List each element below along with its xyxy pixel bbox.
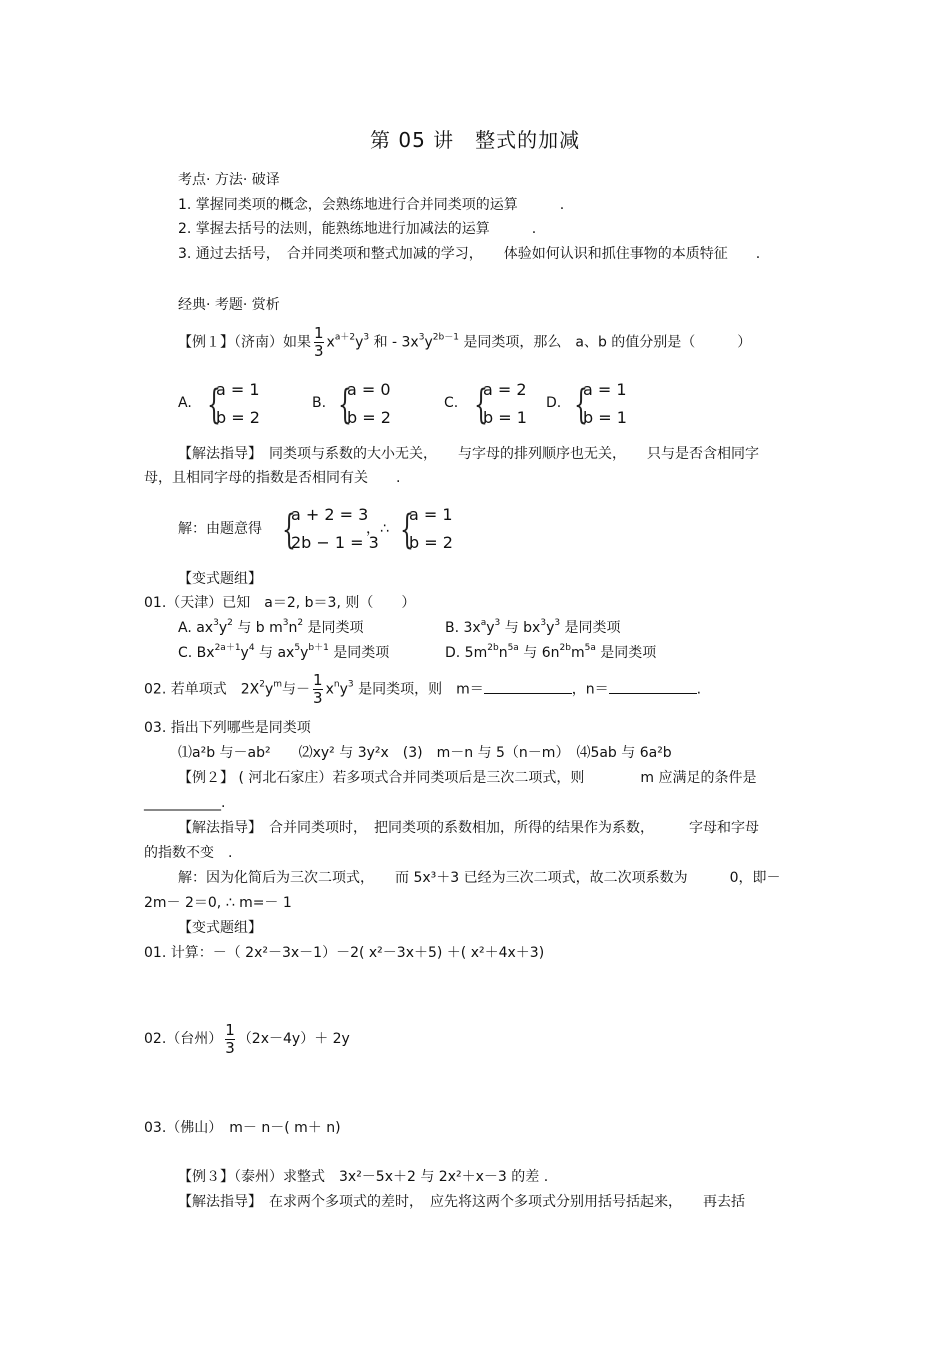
therefore-symbol: ，∴	[366, 521, 389, 537]
objective-1: 1. 掌握同类项的概念，会熟练地进行合并同类项的运算 .	[178, 197, 565, 213]
variant-1-q03-items: ⑴a²b 与－ab² ⑵xy² 与 3y²x (3) m－n 与 5（n－m） ⑷5ab 与 6a²b	[178, 745, 672, 761]
example-2-line-1: 【例２】 ( 河北石家庄）若多项式合并同类项后是三次二项式，则 m 应满足的条件是	[178, 770, 757, 786]
guide-1-line-2: 母，且相同字母的指数是否相同有关 .	[144, 470, 401, 486]
variant-1-q02: 02. 若单项式 $2X^2y^m$与－ $\frac{1}{3}$ $x^ny^3$ 是同类项，则 m＝ ，n＝ .	[144, 671, 702, 707]
guide-2-line-2: 的指数不变 .	[144, 845, 233, 861]
variant-1-q01-option-b: B. $3x^ay^3$ 与 $bx^3y^3$ 是同类项	[445, 618, 621, 636]
section-heading-key-points: 考点· 方法· 破译	[178, 172, 280, 188]
guide-3-line-1: 【解法指导】 在求两个多项式的差时， 应先将这两个多项式分别用括号括起来， 再去括	[178, 1194, 745, 1210]
option-a-label: A.	[178, 395, 192, 411]
variant-1-q01: 01.（天津）已知 a＝2, b＝3, 则（ ）	[144, 595, 416, 611]
fraction-one-third: $\frac{1}{3}$	[314, 324, 324, 360]
fraction-one-third-q02: $\frac{1}{3}$	[313, 671, 323, 707]
variant-2-q02: 02.（台州） $\frac{1}{3}$ （2x－4y）＋ 2y	[144, 1020, 350, 1057]
solution-1-lead: 解：由题意得	[178, 521, 262, 537]
option-b-label: B.	[312, 395, 327, 411]
option-d-label: D.	[546, 395, 562, 411]
fraction-one-third-c02: $\frac{1}{3}$	[225, 1020, 235, 1057]
page-title: 第 05 讲 整式的加减	[370, 128, 581, 152]
variant-heading-1: 【变式题组】	[178, 571, 262, 587]
objective-2: 2. 掌握去括号的法则，能熟练地进行加减法的运算 .	[178, 221, 537, 237]
variant-1-q01-option-c: C. $Bx^{2a+1}y^4$ 与 $ax^5y^{b+1}$ 是同类项	[178, 643, 390, 661]
solution-2-line-1: 解：因为化简后为三次二项式， 而 5x³＋3 已经为三次二项式，故二次项系数为 0，即－	[178, 870, 781, 886]
section-heading-examples: 经典· 考题· 赏析	[178, 297, 280, 313]
example-3-line-1: 【例３】（泰州）求整式 3x²－5x＋2 与 2x²＋x－3 的差 .	[178, 1169, 549, 1185]
solution-2-line-2: 2m－ 2＝0, ∴ m=－ 1	[144, 895, 292, 911]
variant-1-q01-option-d: D. $5m^{2b}n^{5a}$ 与 $6n^{2b}m^{5a}$ 是同类项	[445, 643, 657, 661]
variant-1-q03: 03. 指出下列哪些是同类项	[144, 720, 311, 736]
variant-1-q01-option-a: A. $ax^3y^2$ 与 b $m^3n^2$ 是同类项	[178, 618, 364, 636]
variant-heading-2: 【变式题组】	[178, 920, 262, 936]
example-2-line-2: ___________.	[144, 795, 226, 811]
variant-2-q03: 03.（佛山） m－ n－( m＋ n)	[144, 1120, 341, 1136]
variant-2-q01: 01. 计算：－（ 2x²－3x－1）－2( x²－3x＋5) ＋( x²＋4x＋3)	[144, 945, 545, 961]
objective-3: 3. 通过去括号， 合并同类项和整式加减的学习， 体验如何认识和抓住事物的本质特征 .	[178, 246, 761, 262]
guide-2-line-1: 【解法指导】 合并同类项时， 把同类项的系数相加，所得的结果作为系数， 字母和字母	[178, 820, 759, 836]
example-1-question: 【例１】（济南）如果 $\frac{1}{3}$ $x^{a+2}y^3$ 和 - $3x^3y^{2b-1}$ 是同类项，那么 a、b 的值分别是（ ）	[178, 324, 752, 360]
option-c-label: C.	[444, 395, 459, 411]
guide-1-line-1: 【解法指导】 同类项与系数的大小无关， 与字母的排列顺序也无关， 只与是否含相同字	[178, 446, 759, 462]
